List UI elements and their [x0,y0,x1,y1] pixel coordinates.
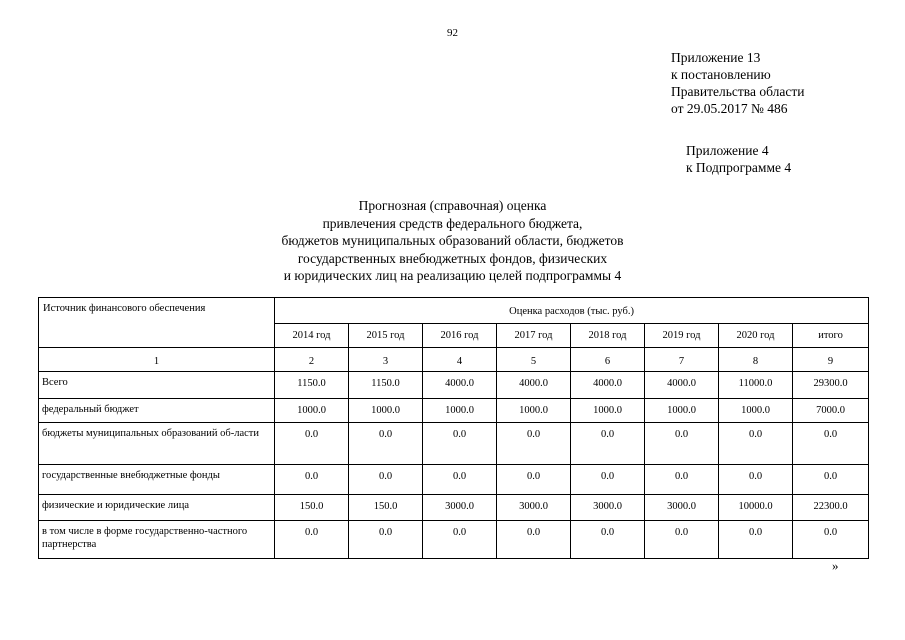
table-row [39,399,869,423]
value-cell: 0.0 [793,423,869,465]
appendix-4-line: Приложение 4 [686,143,769,158]
row-label: государственные внебюджетные фонды [39,465,275,495]
row-label: в том числе в форме государственно-частного партнерства [39,521,275,559]
estimate-header: Оценка расходов (тыс. руб.) [275,298,869,324]
appendix-13-line: от 29.05.2017 № 486 [671,101,788,116]
column-number: 3 [349,348,423,372]
year-header: 2020 год [719,324,793,348]
column-number: 5 [497,348,571,372]
appendix-13-line: к постановлению [671,67,771,82]
year-header: 2014 год [275,324,349,348]
appendix-13-line: Правительства области [671,84,805,99]
value-cell: 3000.0 [571,495,645,521]
value-cell: 0.0 [275,423,349,465]
column-number: 2 [275,348,349,372]
value-cell: 0.0 [497,521,571,559]
value-cell: 0.0 [423,423,497,465]
table-row [39,465,869,495]
value-cell: 0.0 [275,465,349,495]
column-number: 1 [39,348,275,372]
value-cell: 0.0 [719,465,793,495]
value-cell: 10000.0 [719,495,793,521]
value-cell: 0.0 [719,521,793,559]
value-cell: 1000.0 [275,399,349,423]
value-cell: 0.0 [497,423,571,465]
column-number: 7 [645,348,719,372]
value-cell: 4000.0 [571,372,645,399]
total-header: итого [793,324,869,348]
row-label: бюджеты муниципальных образований об-ласти [39,423,275,465]
value-cell: 22300.0 [793,495,869,521]
value-cell: 4000.0 [423,372,497,399]
page-number: 92 [447,27,458,39]
year-header: 2017 год [497,324,571,348]
title-line: привлечения средств федерального бюджета, [322,215,583,231]
year-header: 2016 год [423,324,497,348]
value-cell: 3000.0 [497,495,571,521]
value-cell: 4000.0 [497,372,571,399]
value-cell: 4000.0 [645,372,719,399]
title-line: и юридических лиц на реализацию целей подпрограммы 4 [283,268,622,283]
value-cell: 3000.0 [645,495,719,521]
row-label: физические и юридические лица [39,495,275,521]
value-cell: 0.0 [423,521,497,559]
value-cell: 0.0 [719,423,793,465]
value-cell: 0.0 [275,521,349,559]
value-cell: 1000.0 [571,399,645,423]
appendix-4-block [686,142,791,176]
value-cell: 0.0 [497,465,571,495]
value-cell: 0.0 [349,521,423,559]
appendix-13-line: Приложение 13 [671,50,761,65]
title-line: Прогнозная (справочная) оценка [358,198,547,213]
value-cell: 0.0 [645,465,719,495]
year-header: 2019 год [645,324,719,348]
value-cell: 1000.0 [719,399,793,423]
column-number: 8 [719,348,793,372]
table-row [39,495,869,521]
value-cell: 0.0 [793,465,869,495]
table-header-row [39,298,869,324]
value-cell: 0.0 [793,521,869,559]
column-number: 4 [423,348,497,372]
column-number-row [39,348,869,372]
value-cell: 0.0 [423,465,497,495]
value-cell: 0.0 [645,521,719,559]
source-header: Источник финансового обеспечения [39,298,275,348]
title-line: бюджетов муниципальных образований области, бюджетов [281,233,624,248]
value-cell: 7000.0 [793,399,869,423]
value-cell: 0.0 [571,465,645,495]
value-cell: 29300.0 [793,372,869,399]
value-cell: 11000.0 [719,372,793,399]
table-row [39,521,869,559]
year-header: 2015 год [349,324,423,348]
value-cell: 0.0 [571,521,645,559]
value-cell: 0.0 [349,423,423,465]
title-line: государственных внебюджетных фондов, физических [297,250,608,266]
funding-table [38,297,869,559]
value-cell: 1000.0 [645,399,719,423]
year-header: 2018 год [571,324,645,348]
value-cell: 1150.0 [275,372,349,399]
value-cell: 1150.0 [349,372,423,399]
row-label: федеральный бюджет [39,399,275,423]
appendix-4-line: к Подпрограмме 4 [686,160,792,175]
table-row [39,423,869,465]
document-title [0,197,905,285]
closing-quote: » [832,558,839,573]
table-row [39,372,869,399]
value-cell: 1000.0 [497,399,571,423]
column-number: 9 [793,348,869,372]
value-cell: 0.0 [571,423,645,465]
value-cell: 0.0 [349,465,423,495]
column-number: 6 [571,348,645,372]
value-cell: 150.0 [349,495,423,521]
row-label: Всего [39,372,275,399]
value-cell: 0.0 [645,423,719,465]
value-cell: 3000.0 [423,495,497,521]
value-cell: 1000.0 [349,399,423,423]
value-cell: 150.0 [275,495,349,521]
value-cell: 1000.0 [423,399,497,423]
appendix-13-block [671,49,804,117]
